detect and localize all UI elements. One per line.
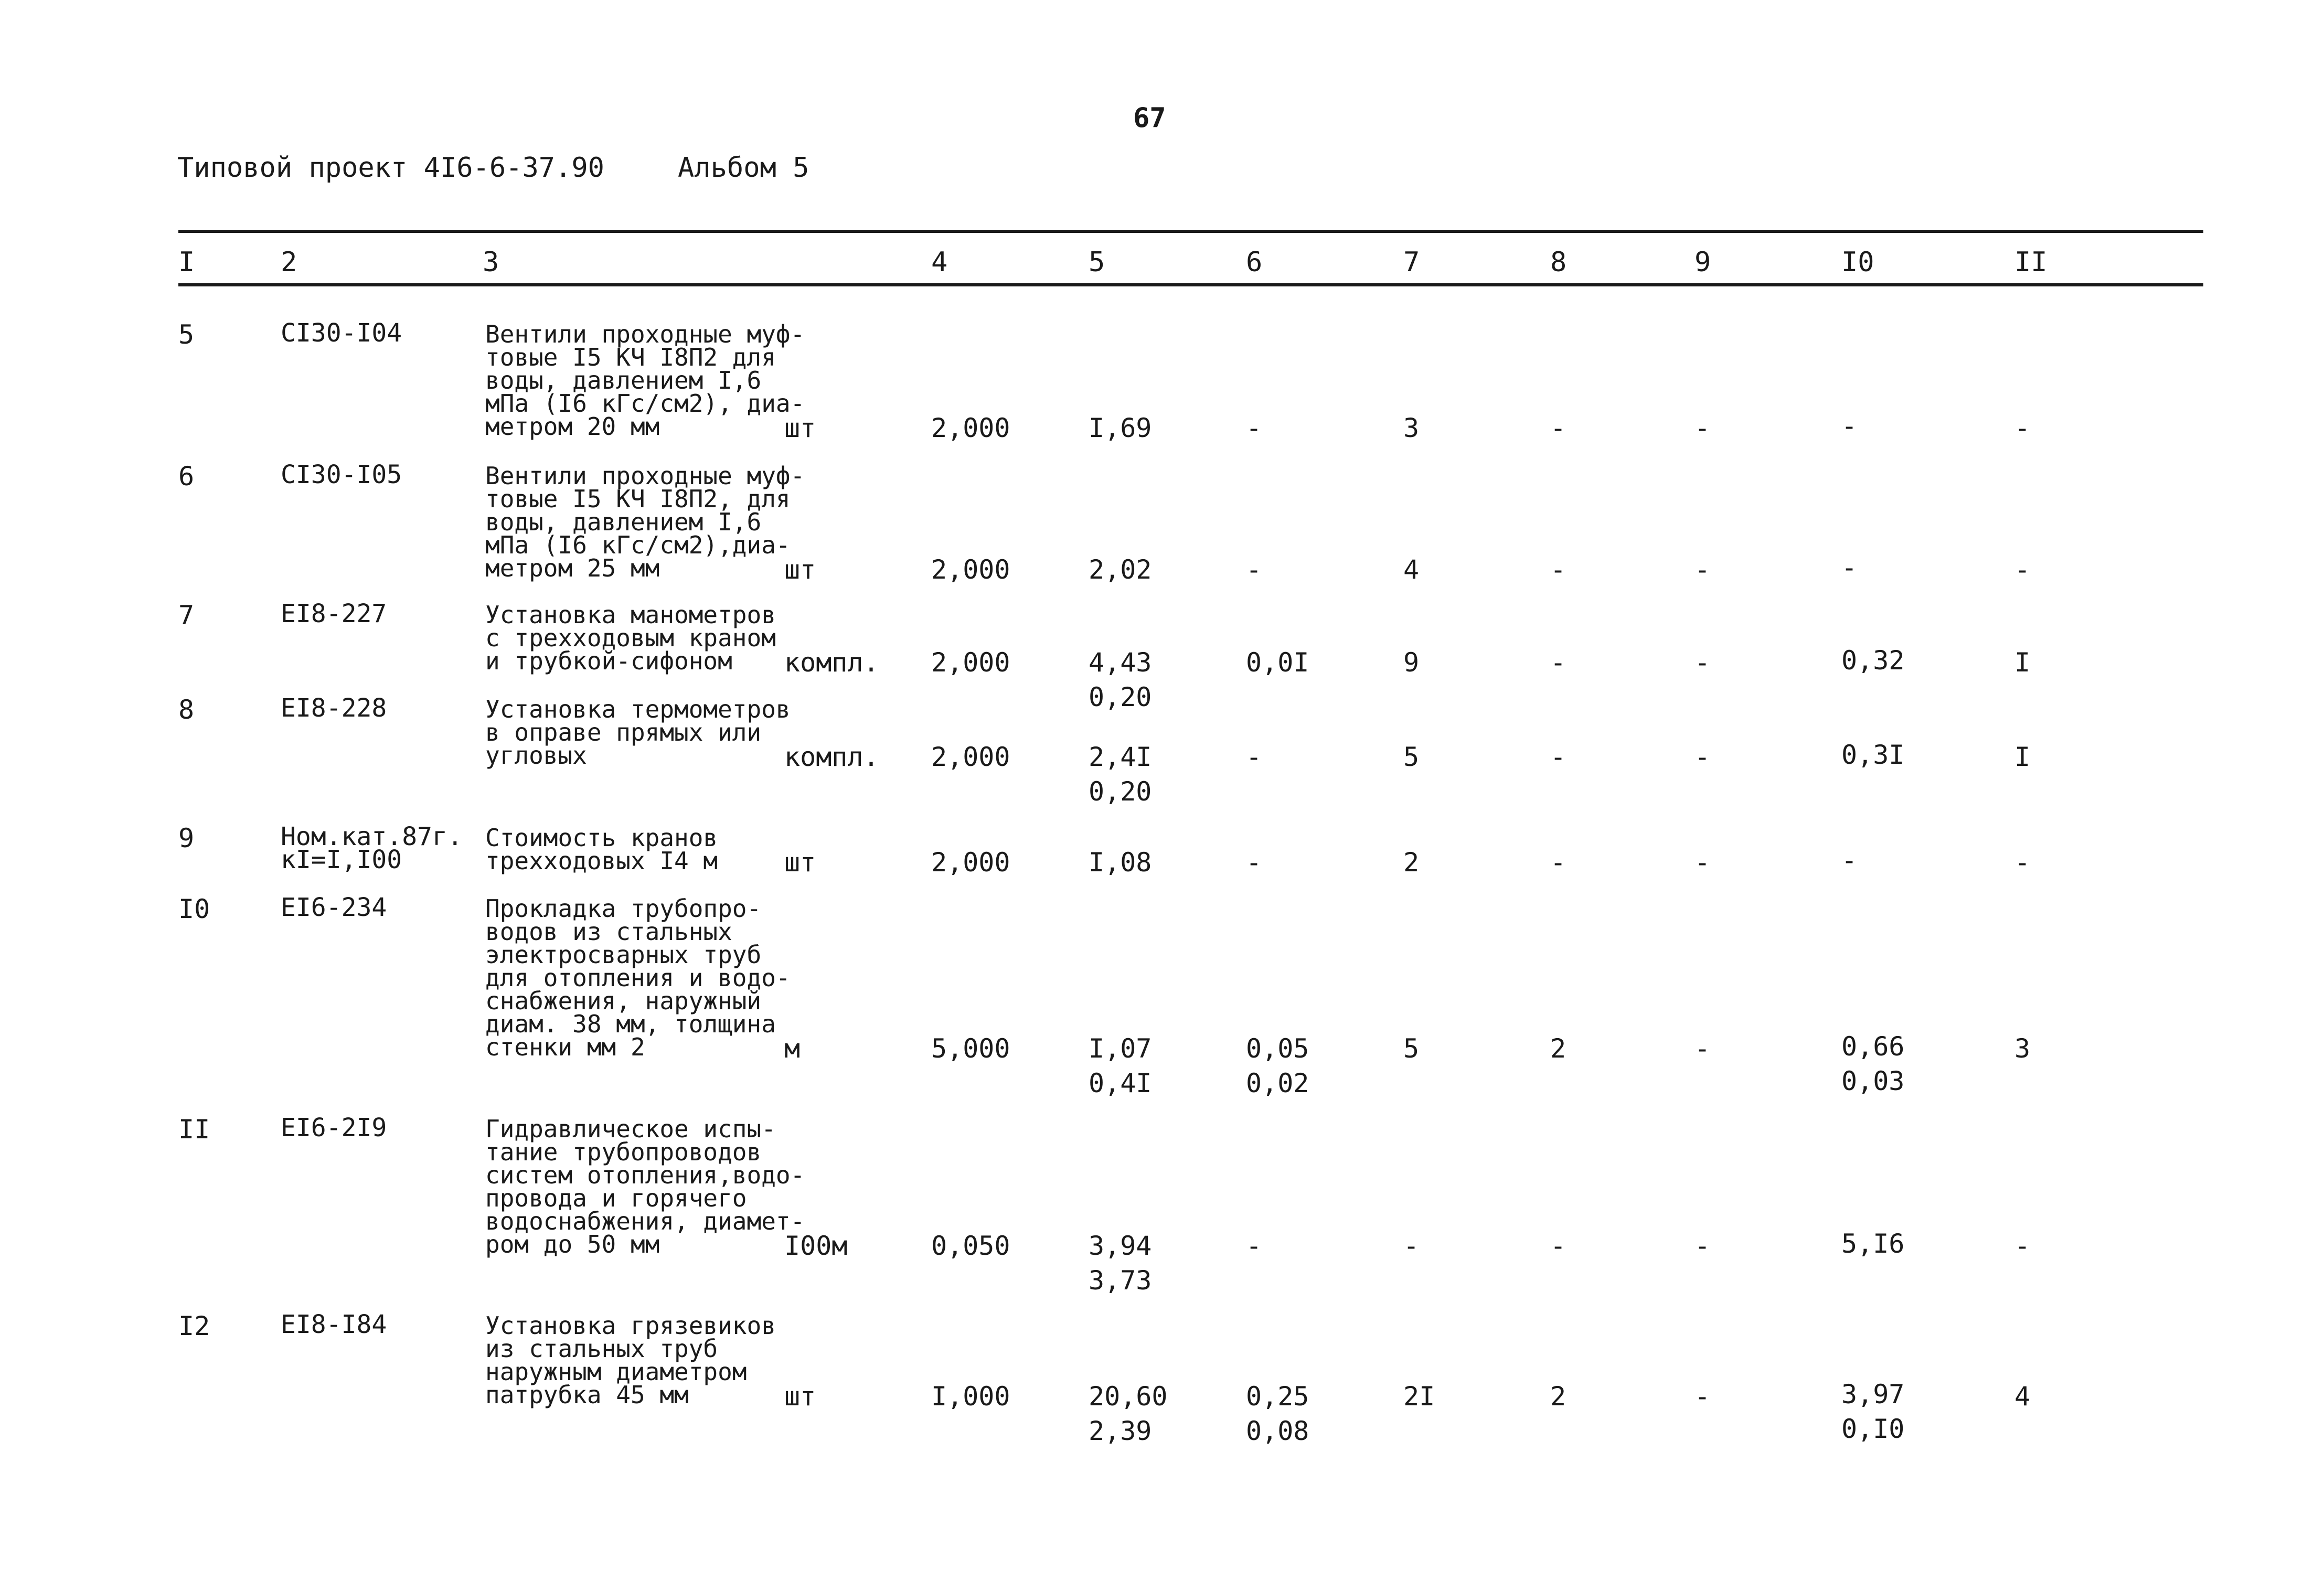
column-header-3: 3 xyxy=(483,247,499,278)
unit: шт xyxy=(784,413,816,443)
col10-value: - xyxy=(1841,411,1858,441)
col5-value: 2,02 xyxy=(1089,554,1152,585)
unit: I00м xyxy=(784,1231,848,1261)
col7-value: 5 xyxy=(1403,742,1420,772)
work-description: Стоимость кранов трехходовых I4 м xyxy=(485,824,718,875)
col7-value: - xyxy=(1403,1231,1420,1261)
price-code: Ном.кат.87г. кI=I,I00 xyxy=(281,822,463,874)
unit: шт xyxy=(784,1381,816,1412)
col11-value: 4 xyxy=(2014,1381,2031,1412)
col9-value: - xyxy=(1694,554,1711,585)
unit: компл. xyxy=(784,647,879,678)
col5-value: 2,4I xyxy=(1089,742,1152,772)
col9-value: - xyxy=(1694,413,1711,443)
col10-secondary: 0,I0 xyxy=(1841,1414,1905,1444)
col6-value: - xyxy=(1246,413,1262,443)
col10-value: 0,66 xyxy=(1841,1031,1905,1062)
unit: м xyxy=(784,1033,801,1064)
col5-secondary: 3,73 xyxy=(1089,1265,1152,1296)
page-number: 67 xyxy=(1133,102,1166,134)
col5-value: I,07 xyxy=(1089,1033,1152,1064)
col5-secondary: 2,39 xyxy=(1089,1416,1152,1446)
col7-value: 9 xyxy=(1403,647,1420,678)
col10-value: 0,32 xyxy=(1841,645,1905,676)
work-description: Установка термометров в оправе прямых или угловых xyxy=(485,695,791,770)
row-number: I0 xyxy=(178,894,210,924)
column-header-6: 6 xyxy=(1246,247,1263,278)
row-number: II xyxy=(178,1114,210,1145)
column-header-11: II xyxy=(2014,247,2048,278)
col10-value: 3,97 xyxy=(1841,1379,1905,1410)
row-number: 9 xyxy=(178,823,195,853)
col5-secondary: 0,20 xyxy=(1089,776,1152,807)
work-description: Установка грязевиков из стальных труб наружным диаметром патрубка 45 мм xyxy=(485,1311,776,1409)
quantity: 2,000 xyxy=(931,647,1010,678)
col9-value: - xyxy=(1694,742,1711,772)
quantity: 0,050 xyxy=(931,1231,1010,1261)
col8-value: - xyxy=(1550,413,1566,443)
col8-value: - xyxy=(1550,554,1566,585)
album-label: Альбом 5 xyxy=(677,152,809,184)
col5-secondary: 0,20 xyxy=(1089,682,1152,712)
col9-value: - xyxy=(1694,847,1711,878)
col6-value: - xyxy=(1246,847,1262,878)
col6-secondary: 0,08 xyxy=(1246,1416,1309,1446)
col7-value: 2I xyxy=(1403,1381,1435,1412)
col5-value: 20,60 xyxy=(1089,1381,1168,1412)
col11-value: I xyxy=(2014,742,2031,772)
col7-value: 3 xyxy=(1403,413,1420,443)
col11-value: - xyxy=(2014,1231,2031,1261)
price-code: EI8-227 xyxy=(281,599,387,628)
col10-value: - xyxy=(1841,845,1858,876)
col8-value: 2 xyxy=(1550,1033,1566,1064)
col11-value: - xyxy=(2014,554,2031,585)
quantity: 5,000 xyxy=(931,1033,1010,1064)
col7-value: 2 xyxy=(1403,847,1420,878)
project-designation: Типовой проект 4I6-6-37.90 xyxy=(177,152,604,184)
col9-value: - xyxy=(1694,1381,1711,1412)
col8-value: - xyxy=(1550,1231,1566,1261)
quantity: 2,000 xyxy=(931,847,1010,878)
col10-secondary: 0,03 xyxy=(1841,1066,1905,1096)
col6-value: - xyxy=(1246,742,1262,772)
quantity: I,000 xyxy=(931,1381,1010,1412)
col10-value: - xyxy=(1841,552,1858,583)
col11-value: - xyxy=(2014,847,2031,878)
col8-value: 2 xyxy=(1550,1381,1566,1412)
col7-value: 5 xyxy=(1403,1033,1420,1064)
col8-value: - xyxy=(1550,647,1566,678)
col5-value: 4,43 xyxy=(1089,647,1152,678)
row-number: 7 xyxy=(178,600,195,631)
col9-value: - xyxy=(1694,1033,1711,1064)
col5-secondary: 0,4I xyxy=(1089,1068,1152,1098)
document-header xyxy=(177,152,809,184)
col6-secondary: 0,02 xyxy=(1246,1068,1309,1098)
quantity: 2,000 xyxy=(931,554,1010,585)
price-code: EI6-234 xyxy=(281,893,387,922)
price-code: EI6-2I9 xyxy=(281,1113,387,1143)
column-header-4: 4 xyxy=(931,247,948,278)
column-header-8: 8 xyxy=(1550,247,1567,278)
col11-value: I xyxy=(2014,647,2031,678)
col6-value: - xyxy=(1246,554,1262,585)
price-code: CI30-I05 xyxy=(281,460,402,489)
price-code: EI8-I84 xyxy=(281,1310,387,1339)
quantity: 2,000 xyxy=(931,742,1010,772)
col9-value: - xyxy=(1694,1231,1711,1261)
column-header-2: 2 xyxy=(281,247,297,278)
col10-value: 0,3I xyxy=(1841,740,1905,770)
top-rule xyxy=(178,230,2203,233)
col6-value: 0,05 xyxy=(1246,1033,1309,1064)
row-number: 6 xyxy=(178,461,195,492)
col8-value: - xyxy=(1550,847,1566,878)
unit: шт xyxy=(784,554,816,585)
header-bottom-rule xyxy=(178,283,2203,286)
column-header-9: 9 xyxy=(1694,247,1711,278)
price-code: EI8-228 xyxy=(281,693,387,723)
column-header-10: I0 xyxy=(1841,247,1874,278)
column-header-1: I xyxy=(178,247,195,278)
price-code: CI30-I04 xyxy=(281,318,402,348)
unit: компл. xyxy=(784,742,879,772)
col11-value: - xyxy=(2014,413,2031,443)
row-number: I2 xyxy=(178,1311,210,1341)
col5-value: 3,94 xyxy=(1089,1231,1152,1261)
column-header-5: 5 xyxy=(1089,247,1105,278)
col6-value: - xyxy=(1246,1231,1262,1261)
col5-value: I,08 xyxy=(1089,847,1152,878)
column-header-7: 7 xyxy=(1403,247,1420,278)
quantity: 2,000 xyxy=(931,413,1010,443)
work-description: Установка манометров с трехходовым краном и трубкой-сифоном xyxy=(485,601,776,675)
col7-value: 4 xyxy=(1403,554,1420,585)
col9-value: - xyxy=(1694,647,1711,678)
col8-value: - xyxy=(1550,742,1566,772)
unit: шт xyxy=(784,847,816,878)
row-number: 5 xyxy=(178,319,195,350)
col11-value: 3 xyxy=(2014,1033,2031,1064)
work-description: Гидравлическое испы- тание трубопроводов систем отопления,водо- провода и горячего водоснабжения, диамет- ром до 50 мм xyxy=(485,1115,805,1258)
work-description: Вентили проходные муф- товые I5 КЧ I8П2, для воды, давлением I,6 мПа (I6 кГс/см2),диа- метром 25 мм xyxy=(485,462,805,582)
work-description: Прокладка трубопро- водов из стальных электросварных труб для отопления и водо- снабжения, наружный диам. 38 мм, толщина стенки мм 2 xyxy=(485,894,791,1061)
row-number: 8 xyxy=(178,695,195,725)
col6-value: 0,25 xyxy=(1246,1381,1309,1412)
work-description: Вентили проходные муф- товые I5 КЧ I8П2 для воды, давлением I,6 мПа (I6 кГс/см2), диа- метром 20 мм xyxy=(485,320,805,441)
col6-value: 0,0I xyxy=(1246,647,1309,678)
col5-value: I,69 xyxy=(1089,413,1152,443)
col10-value: 5,I6 xyxy=(1841,1229,1905,1259)
